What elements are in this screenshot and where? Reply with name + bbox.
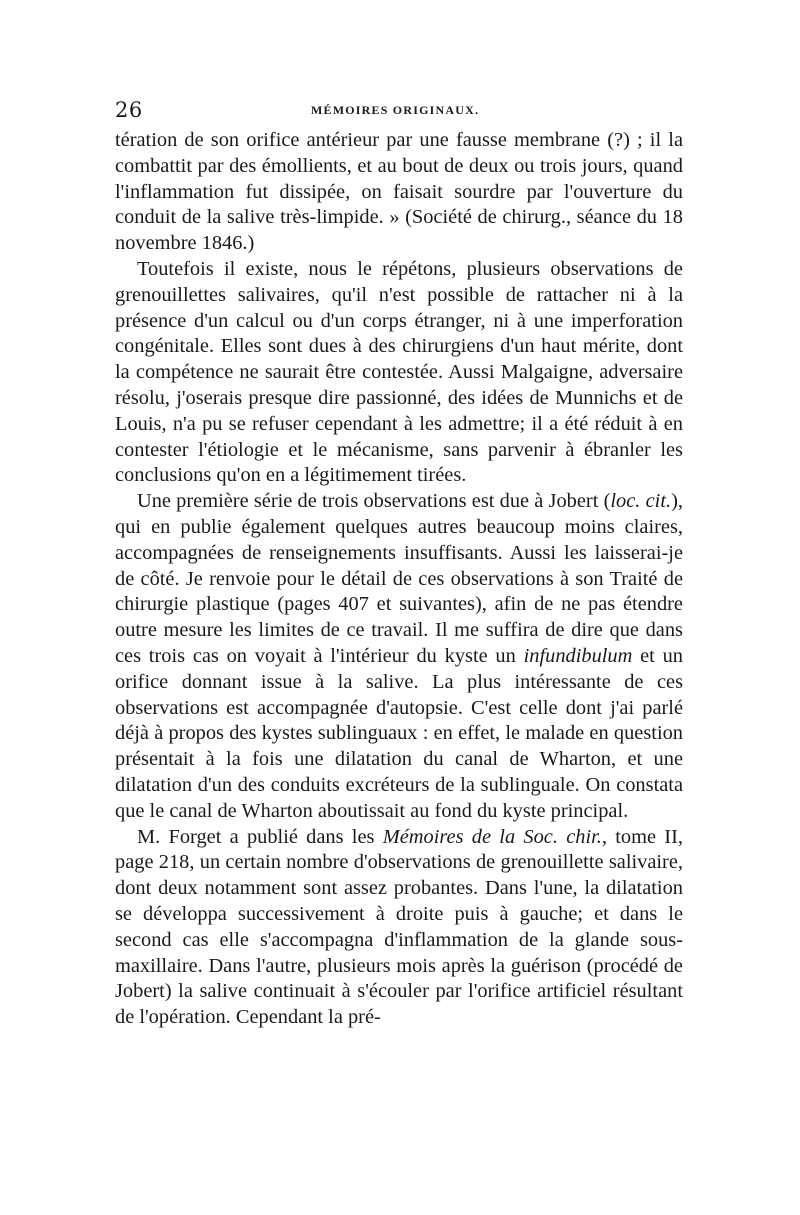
term-infundibulum: infundibulum <box>523 644 633 667</box>
running-head: MÉMOIRES ORIGINAUX. <box>311 103 480 117</box>
paragraph-4 <box>115 825 683 1031</box>
paragraph-4-text-c: , tome II, page 218, un certain nombre d'observations de grenouillette salivaire, dont deux notamment sont assez probantes. Dans l'une, la dilatation se développa successivement à droite puis à gauche; et dans le second cas elle s'accompagna d'inflammation de la glande sous-maxillaire. Dans l'autre, plusieurs mois après la guérison (procédé de Jobert) la salive continuait à s'écouler par l'orifice artificiel résultant de l'opération. Cependant la pré- <box>115 825 683 1029</box>
paragraph-1: tération de son orifice antérieur par une fausse membrane (?) ; il la combattit par des émollients, et au bout de deux ou trois jours, quand l'inflammation fut dissipée, on faisait sourdre par l'ouverture du conduit de la salive très-limpide. » (Société de chirurg., séance du 18 novembre 1846.) <box>115 129 683 255</box>
paragraph-3-text-c: ), qui en publie également quelques autres beaucoup moins claires, accompagnées de renseignements insuffisants. Aussi les laisserai-je de côté. Je renvoie pour le détail de ces observations à son Traité de chirurgie plastique (pages 407 et suivantes), afin de ne pas étendre outre mesure les limites de ce travail. Il me suffira de dire que dans ces trois cas on voyait à l'intérieur du kyste un <box>115 490 683 667</box>
paragraph-2: Toutefois il existe, nous le répétons, plusieurs observations de grenouillettes salivaires, qu'il n'est possible de rattacher ni à la présence d'un calcul ou d'un corps étranger, ni à une imperforation congénitale. Elles sont dues à des chirurgiens d'un haut mérite, dont la compétence ne saurait être contestée. Aussi Malgaigne, adversaire résolu, j'oserais presque dire passionné, des idées de Munnichs et de Louis, n'a pu se refuser cependant à les admettre; il a été réduit à en contester l'étiologie et le mécanisme, sans parvenir à ébranler les conclusions qu'on en a légitimement tirées. <box>115 257 683 487</box>
citation-memoires: Mémoires de la Soc. chir. <box>382 825 602 848</box>
paragraph-3-text-e: et un orifice donnant issue à la salive. La plus intéressante de ces observations est accompagnée d'autopsie. C'est celle dont j'ai parlé déjà à propos des kystes sublinguaux : en effet, le malade en question présentait à la fois une dilatation du canal de Wharton, et une dilatation d'un des conduits excréteurs de la sublinguale. On constata que le canal de Wharton aboutissait au fond du kyste principal. <box>115 644 683 822</box>
citation-loc-cit: loc. cit. <box>610 490 672 513</box>
book-page <box>115 98 683 1031</box>
page-header <box>115 98 683 128</box>
paragraph-4-text-a: M. Forget a publié dans les <box>137 825 383 848</box>
paragraph-3-text-a: Une première série de trois observations est due à Jobert ( <box>137 490 611 513</box>
paragraph-3 <box>115 489 683 824</box>
page-number: 26 <box>115 98 143 122</box>
body-text <box>115 128 683 1031</box>
